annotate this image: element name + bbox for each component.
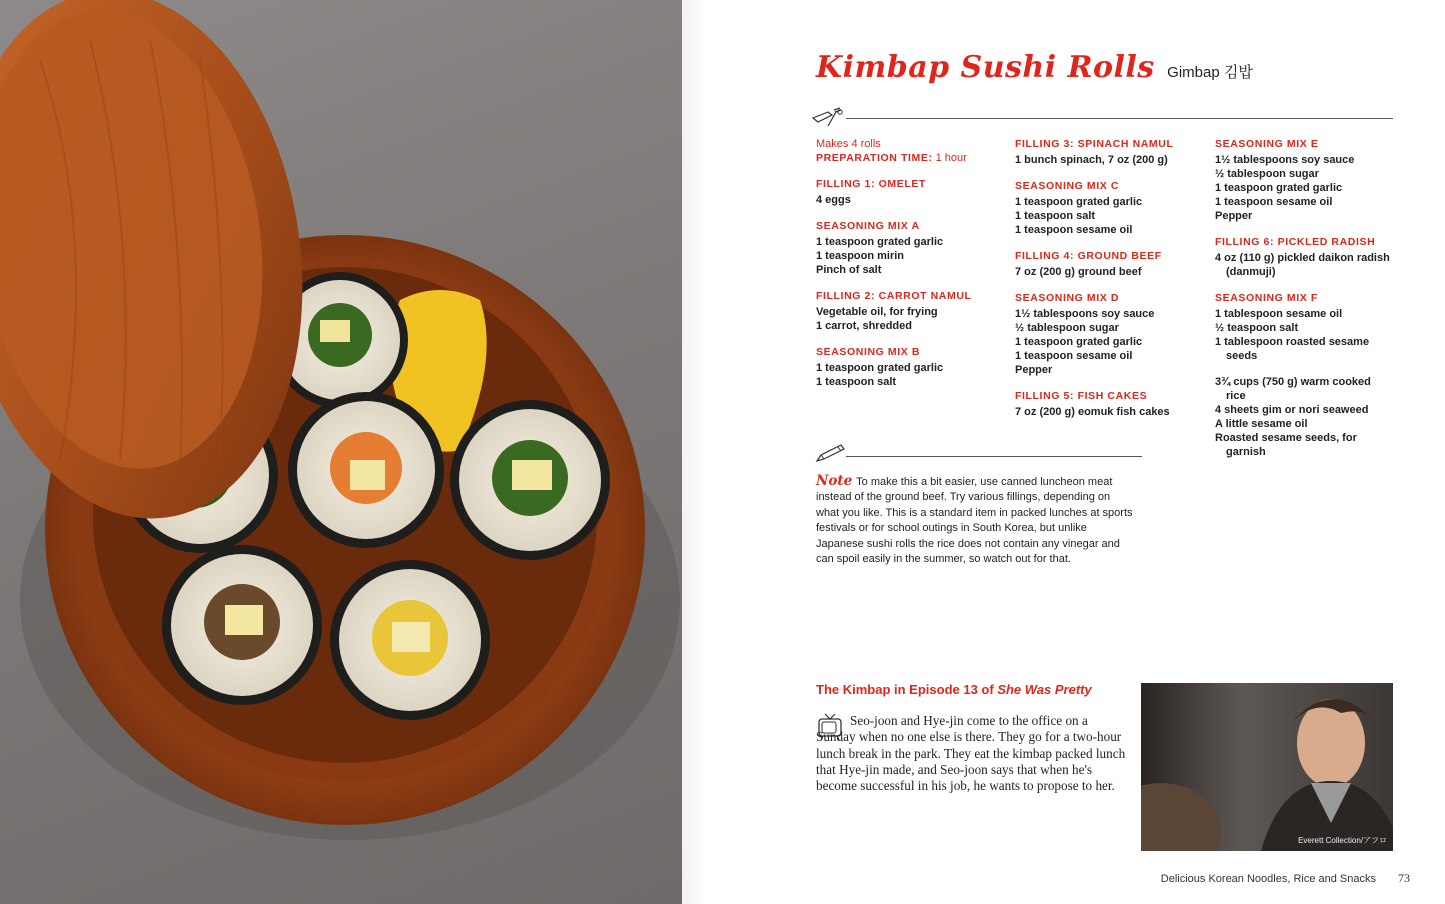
ingredient-line: 1 teaspoon mirin (816, 250, 905, 262)
ingredient-section-heading: SEASONING MIX A (816, 220, 920, 232)
ingredient-line: ½ tablespoon sugar (1215, 168, 1319, 180)
ingredient-line: (danmuji) (1226, 266, 1276, 278)
ingredient-section (816, 345, 1006, 389)
ingredient-line: 1 teaspoon sesame oil (1215, 196, 1333, 208)
ingredient-section-heading: FILLING 5: FISH CAKES (1015, 390, 1148, 402)
page-number: 73 (1398, 871, 1410, 885)
ingredient-line: 7 oz (200 g) ground beef (1015, 266, 1142, 278)
ingredient-section (1015, 179, 1205, 237)
ingredients-top-rule (846, 118, 1393, 119)
ingredient-line: 1½ tablespoons soy sauce (1015, 308, 1155, 320)
ingredient-section (1015, 291, 1205, 377)
ingredient-section-heading: SEASONING MIX B (816, 346, 921, 358)
ingredient-line: rice (1226, 390, 1246, 402)
ingredient-line (816, 151, 1006, 165)
ingredient-section-heading: FILLING 3: SPINACH NAMUL (1015, 138, 1174, 150)
ingredient-section-heading: SEASONING MIX C (1015, 180, 1120, 192)
ingredient-line: A little sesame oil (1215, 418, 1308, 430)
ingredient-line: 1 teaspoon grated garlic (1215, 182, 1343, 194)
ingredient-section-heading: FILLING 2: CARROT NAMUL (816, 290, 972, 302)
ingredient-section-heading: FILLING 6: PICKLED RADISH (1215, 236, 1376, 248)
ingredient-line: 1 teaspoon grated garlic (1015, 196, 1143, 208)
note-label: Note (816, 473, 853, 489)
ingredient-line: ½ teaspoon salt (1215, 322, 1299, 334)
ingredients-column-3 (1215, 137, 1405, 471)
ingredients-column-1 (816, 137, 1006, 401)
page-footer (1140, 871, 1410, 886)
ingredient-line: Pepper (1015, 364, 1053, 376)
ingredient-line: 1 teaspoon salt (1015, 210, 1096, 222)
knife-fork-icon (810, 106, 846, 130)
ingredient-line: 3¾ cups (750 g) warm cooked (1215, 376, 1371, 388)
ingredient-line: 4 oz (110 g) pickled daikon radish (1215, 252, 1390, 264)
ingredient-line: 1 teaspoon sesame oil (1015, 224, 1133, 236)
ingredient-line: 1 bunch spinach, 7 oz (200 g) (1015, 154, 1168, 166)
ingredient-line: seeds (1226, 350, 1258, 362)
actor-still-illustration (1141, 683, 1393, 851)
recipe-subtitle: Gimbap 김밥 (1167, 64, 1253, 81)
ingredient-section (1015, 137, 1205, 167)
ingredient-section-heading: SEASONING MIX F (1215, 292, 1318, 304)
ingredient-line: Vegetable oil, for frying (816, 306, 938, 318)
episode-heading (816, 682, 1092, 697)
ingredient-line: 1 teaspoon grated garlic (816, 362, 944, 374)
episode-show-name: She Was Pretty (997, 682, 1092, 697)
kimbap-bento-illustration (0, 0, 682, 904)
ingredient-line: 4 eggs (816, 194, 851, 206)
ingredient-line: ½ tablespoon sugar (1015, 322, 1119, 334)
ingredient-section (1015, 389, 1205, 419)
ingredient-section (816, 219, 1006, 277)
page-gutter (682, 0, 722, 904)
episode-description: Seo-joon and Hye-jin come to the office on a Sunday when no one else is there. They go for a two-hour lunch break in the park. They eat the kimbap packed lunch that Hye-jin made, and Seo-joon says that when he's become successful in his job, he wants to propose to her. (816, 713, 1126, 794)
ingredients-column-2 (1015, 137, 1205, 431)
ingredient-section-heading: SEASONING MIX D (1015, 292, 1120, 304)
ingredient-line: 1 teaspoon grated garlic (1015, 336, 1143, 348)
ingredient-line: 1½ tablespoons soy sauce (1215, 154, 1355, 166)
ingredient-line: Makes 4 rolls (816, 138, 881, 150)
ingredient-line: 4 sheets gim or nori seaweed (1215, 404, 1369, 416)
ingredient-line: 1 teaspoon salt (816, 376, 897, 388)
episode-still-photo (1141, 683, 1393, 851)
ingredient-section (816, 177, 1006, 207)
ingredient-section-heading: SEASONING MIX E (1215, 138, 1319, 150)
ingredient-section (816, 137, 1006, 165)
ingredient-section (1015, 249, 1205, 279)
ingredient-line: 7 oz (200 g) eomuk fish cakes (1015, 406, 1170, 418)
ingredient-line: 1 carrot, shredded (816, 320, 912, 332)
recipe-title-row (816, 50, 1253, 85)
ingredient-section (1215, 137, 1405, 223)
ingredient-section (1215, 375, 1405, 459)
ingredient-line: 1 tablespoon roasted sesame (1215, 336, 1370, 348)
photo-credit: Everett Collection/アフロ (1298, 836, 1387, 845)
recipe-note (816, 474, 1136, 567)
ingredient-section (816, 289, 1006, 333)
ingredient-line: Pinch of salt (816, 264, 882, 276)
ingredient-line: 1 teaspoon sesame oil (1015, 350, 1133, 362)
ingredient-section-heading: FILLING 4: GROUND BEEF (1015, 250, 1162, 262)
prep-time-value: 1 hour (932, 152, 967, 164)
note-top-rule (846, 456, 1142, 457)
pencil-icon (814, 441, 848, 465)
ingredient-line: garnish (1226, 446, 1266, 458)
ingredient-section-heading: FILLING 1: OMELET (816, 178, 926, 190)
book-section-title: Delicious Korean Noodles, Rice and Snacks (1160, 873, 1376, 885)
kimbap-photo (0, 0, 682, 904)
ingredient-section (1215, 235, 1405, 279)
episode-heading-prefix: The Kimbap in Episode 13 of (816, 682, 998, 697)
ingredient-line: 1 tablespoon sesame oil (1215, 308, 1343, 320)
ingredient-line: Roasted sesame seeds, for (1215, 432, 1357, 444)
ingredient-section (1215, 291, 1405, 363)
prep-time-label: PREPARATION TIME: (816, 152, 933, 164)
note-text: To make this a bit easier, use canned luncheon meat instead of the ground beef. Try various fillings, depending on what you like. This is a standard item in packed lunches at sports festivals or for school outings in South Korea, but unlike Japanese sushi rolls the rice does not contain any vinegar and can spoil easily in the summer, so watch out for that. (816, 476, 1133, 566)
ingredient-line: Pepper (1215, 210, 1253, 222)
recipe-title: Kimbap Sushi Rolls (816, 50, 1155, 85)
ingredient-line: 1 teaspoon grated garlic (816, 236, 944, 248)
